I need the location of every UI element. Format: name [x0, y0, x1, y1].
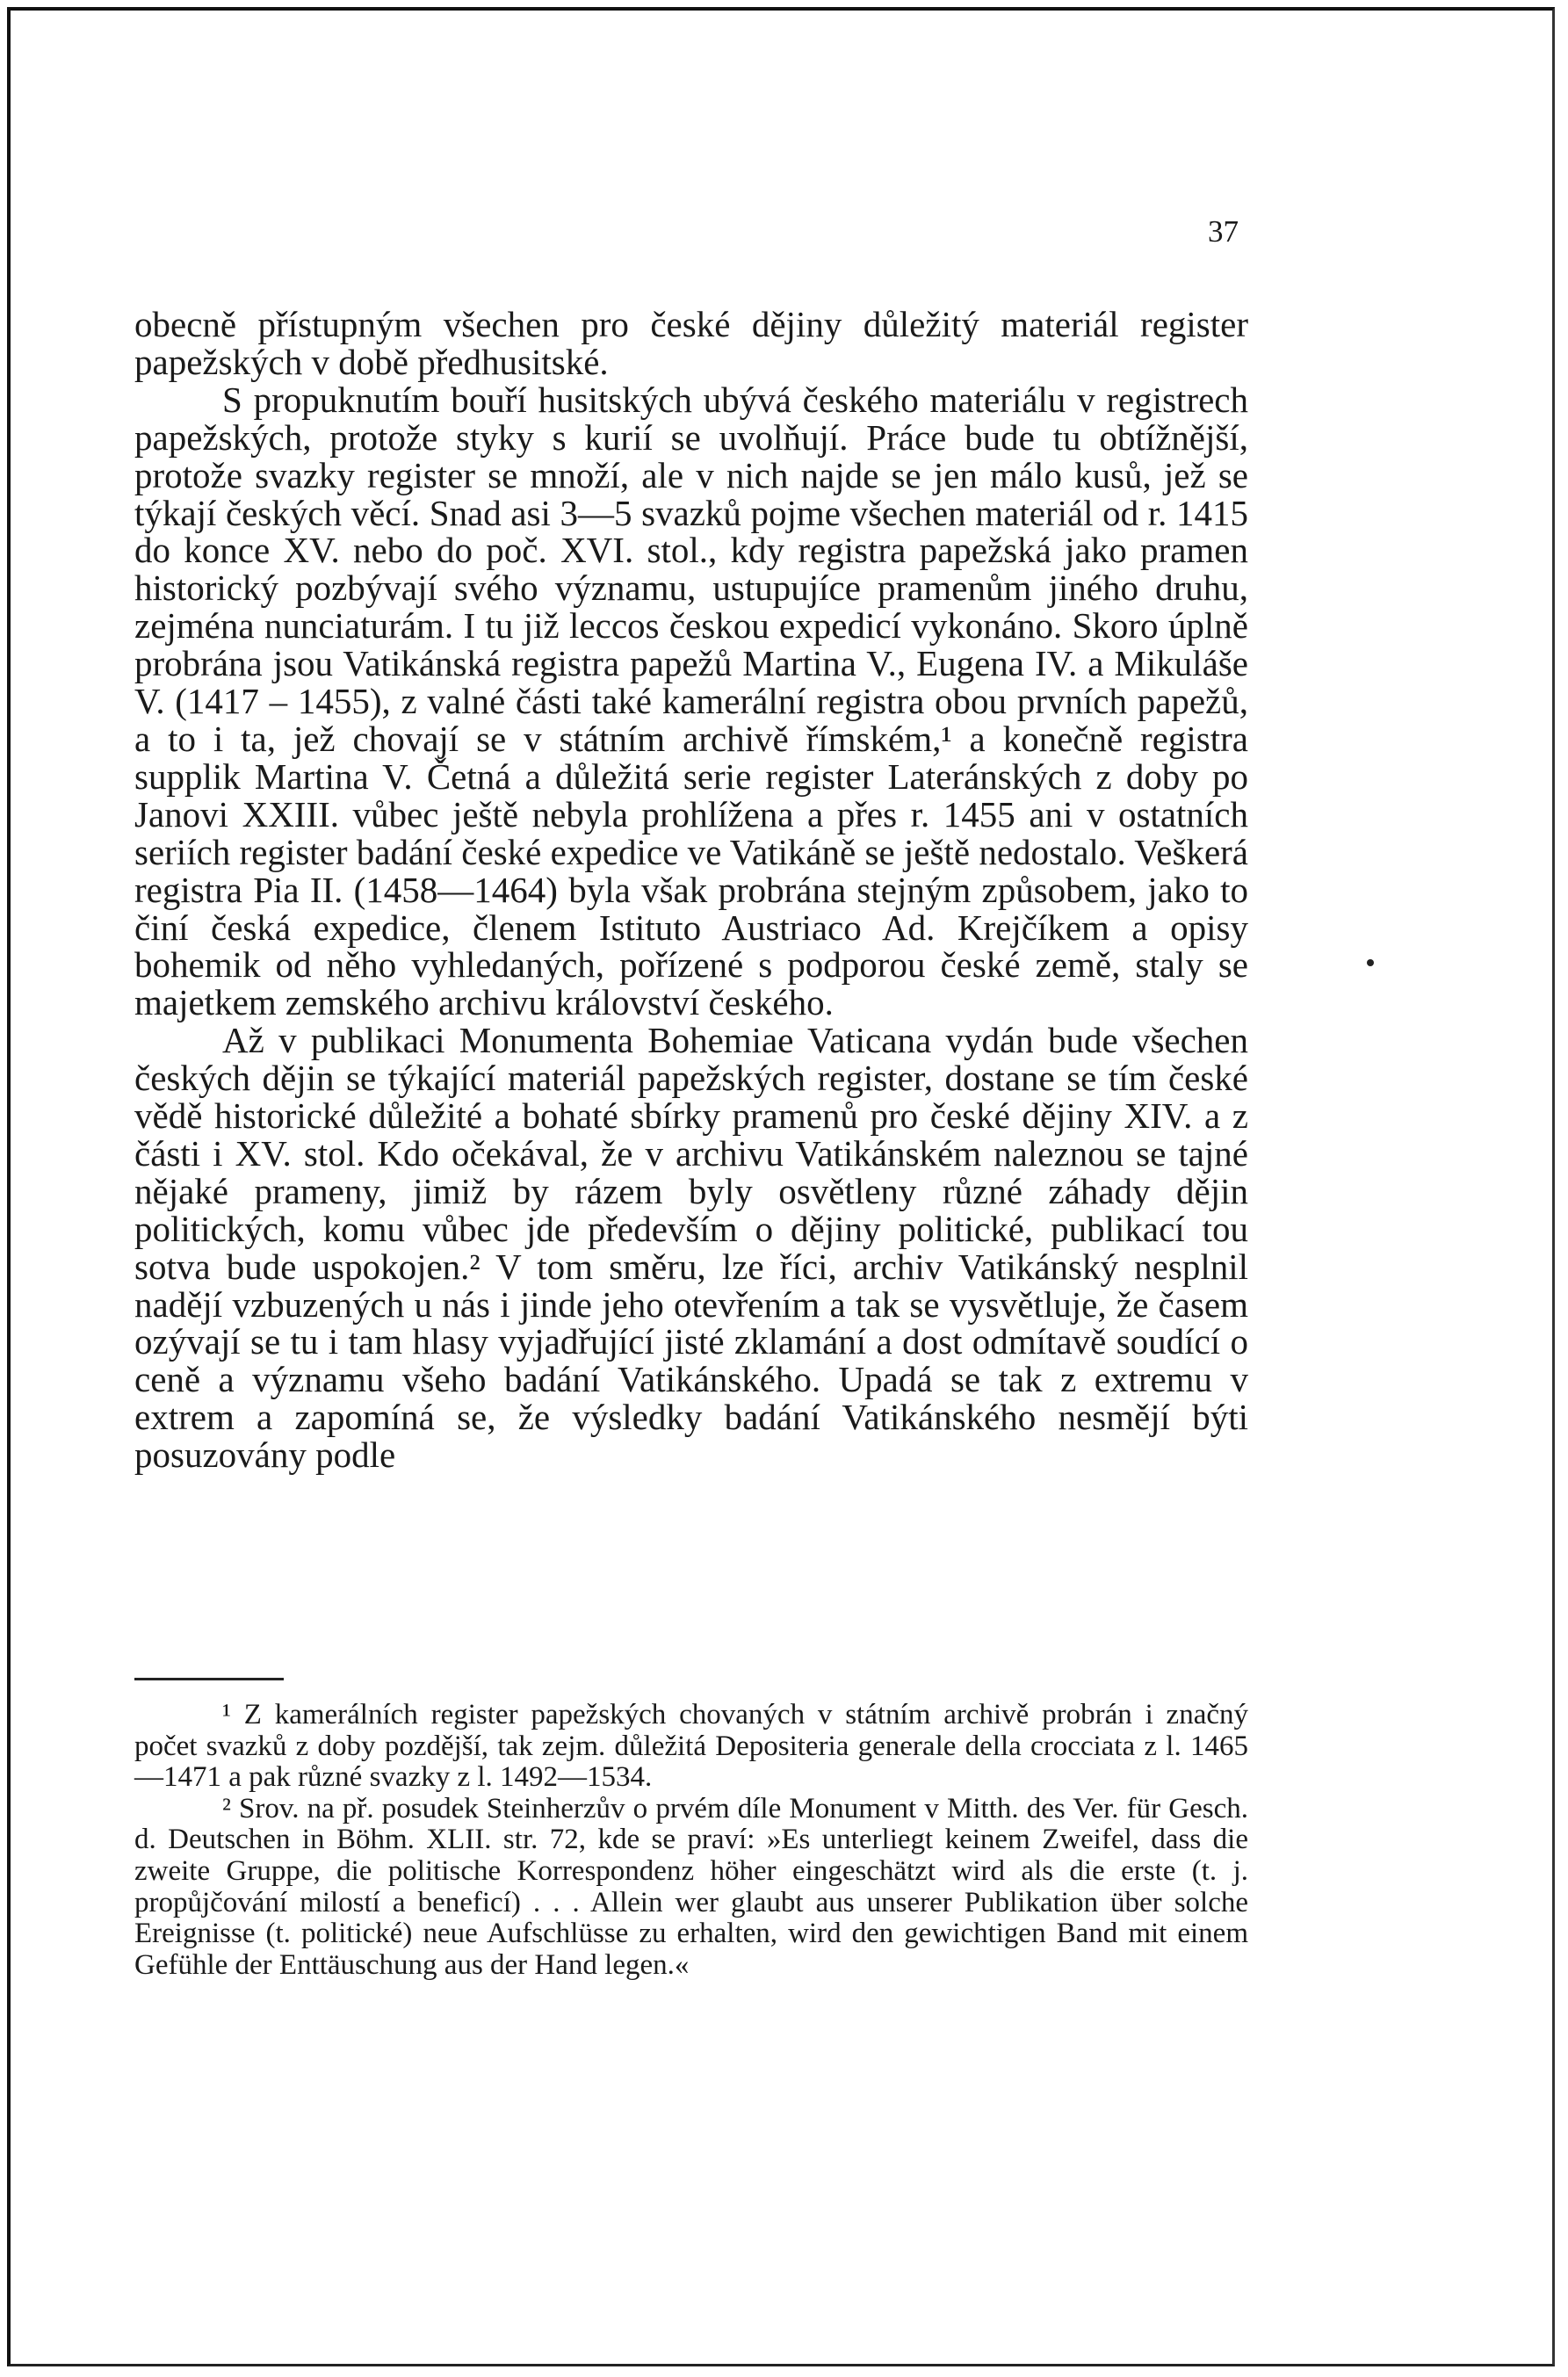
paragraph-1: obecně přístupným všechen pro české dějiny důležitý materiál register papežských v době předhusitské.	[134, 304, 1248, 382]
footnotes	[134, 1700, 1248, 1981]
footnote-1: ¹ Z kamerálních register papežských chovaných v státním archivě probrán i značný počet svazků z doby pozdější, tak zejm. důležitá Depositeria generale della crocciata z l. 1465—1471 a pak různé svazky z l. 1492—1534.	[134, 1699, 1248, 1794]
main-text	[134, 306, 1248, 1474]
paragraph-2: S propuknutím bouří husitských ubývá českého materiálu v registrech papežských, protože styky s kurií se uvolňují. Práce bude tu obtížnější, protože svazky register se množí, ale v nich najde se jen málo kusů, jež se týkají českých věcí. Snad asi 3—5 svazků pojme všechen materiál od r. 1415 do konce XV. nebo do poč. XVI. stol., kdy registra papežská jako pramen historický pozbývají svého významu, ustupujíce pramenům jiného druhu, zejména nunciaturám. I tu již leccos českou expedicí vykonáno. Skoro úplně probrána jsou Vatikánská registra papežů Martina V., Eugena IV. a Mikuláše V. (1417 – 1455), z valné části také kamerální registra obou prvních papežů, a to i ta, jež chovají se v státním archivě římském,¹ a konečně registra supplik Martina V. Četná a důležitá serie register Lateránských z doby po Janovi XXIII. vůbec ještě nebyla prohlížena a přes r. 1455 ani v ostatních seriích register badání české expedice ve Vatikáně se ještě nedostalo. Veškerá registra Pia II. (1458—1464) byla však probrána stejným způsobem, jako to činí česká expedice, členem Istituto Austriaco Ad. Krejčíkem a opisy bohemik od něho vyhledaných, pořízené s podporou české země, staly se majetkem zemského archivu království českého.	[134, 379, 1248, 1023]
footnote-2: ² Srov. na př. posudek Steinherzův o prvém díle Monument v Mitth. des Ver. für Gesch. d. Deutschen in Böhm. XLII. str. 72, kde se praví: »Es unterliegt keinem Zweifel, dass die zweite Gruppe, die politische Korrespondenz höher eingeschätzt wird als die erste (t. j. propůjčování milostí a beneficí) . . . Allein wer glaubt aus unserer Publikation über solche Ereignisse (t. politické) neue Aufschlüsse zu erhalten, wird den gewichtigen Band mit einem Gefühle der Enttäuschung aus der Hand legen.«	[134, 1792, 1248, 1981]
paragraph-3: Až v publikaci Monumenta Bohemiae Vaticana vydán bude všechen českých dějin se týkající materiál papežských register, dostane se tím české vědě historické důležité a bohaté sbírky pramenů pro české dějiny XIV. a z části i XV. stol. Kdo očekával, že v archivu Vatikánském naleznou se tajné nějaké prameny, jimiž by rázem byly osvětleny různé záhady dějin politických, komu vůbec jde především o dějiny politické, publikací tou sotva bude uspokojen.² V tom směru, lze říci, archiv Vatikánský nesplnil nadějí vzbuzených u nás i jinde jeho otevřením a tak se vysvětluje, že časem ozývají se tu i tam hlasy vyjadřující jisté zklamání a dost odmítavě soudící o ceně a významu všeho badání Vatikánského. Upadá se tak z extremu v extrem a zapomíná se, že výsledky badání Vatikánského nesmějí býti posuzovány podle	[134, 1020, 1248, 1476]
footnote-divider	[134, 1678, 284, 1680]
page-number: 37	[1208, 214, 1239, 249]
margin-mark	[1367, 959, 1374, 966]
